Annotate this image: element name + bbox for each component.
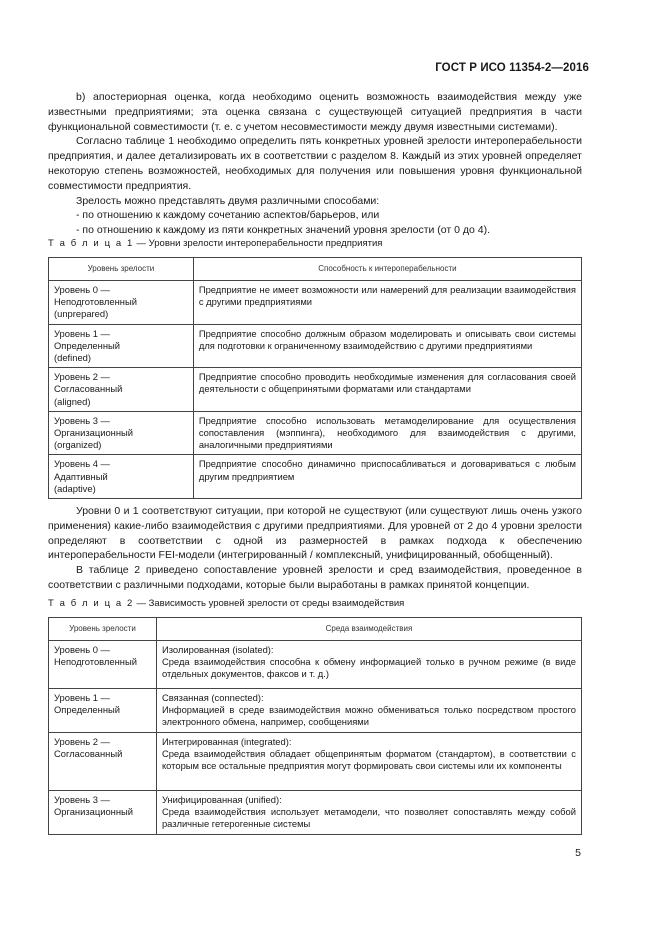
table1-header-capability: Способность к интероперабельности [193,258,581,281]
paragraph: В таблице 2 приведено сопоставление уровней зрелости и сред взаимодействия, проведенное в соответствии с различными подходами, которые были выработаны в рамках принятой концепции. [48,564,582,591]
table1 [48,257,582,499]
paragraph: Уровни 0 и 1 соответствуют ситуации, при которой не существуют (или существуют лишь очень узкого применения) какие-либо взаимодействия с другими предприятиями. Для уровней от 2 до 4 уровни зрелости определяют в соответствии с одной из размерностей в рамках подхода к обеспечению интероперабельности FEI-модели (интегрированный / комплексный, унифицированный, обобщенный). [48,505,582,562]
table-row [49,733,582,791]
list-item: - по отношению к каждому сочетанию аспектов/барьеров, или [76,209,380,222]
document-header: ГОСТ Р ИСО 11354-2—2016 [435,62,589,74]
description-cell: Предприятие способно проводить необходимые изменения для согласования своей деятельности с общепринятыми форматами или стандартами [193,368,581,412]
level-cell: Уровень 1 — Определенный (defined) [49,324,194,368]
page-number: 5 [575,847,581,859]
table2-title: — Зависимость уровней зрелости от среды взаимодействия [133,598,405,609]
table2-header-level: Уровень зрелости [49,618,157,641]
description-cell: Интегрированная (integrated): Среда взаимодействия обладает общепринятым форматом (стандартом), в соответствии с которым все остальные предприятия могут формировать свои системы или их компоненты [156,733,581,791]
table-row [49,324,582,368]
table2-caption [48,598,404,609]
description-cell: Предприятие способно использовать метамоделирование для осуществления сопоставления (мэппинга), необходимого для взаимодействия с другими, аналогичными предприятиями [193,411,581,455]
table-row [49,791,582,835]
description-cell: Изолированная (isolated): Среда взаимодействия способна к обмену информацией только в ручном режиме (в виде отдельных документов, факсов и т. д.) [156,641,581,689]
paragraph: b) апостериорная оценка, когда необходимо оценить возможность взаимодействия между уже известными предприятиями; эта оценка связана с существующей ситуацией предприятия в части функциональной совместимости (т. е. с учетом несовместимости между двумя известными системами). [48,91,582,133]
description-cell: Унифицированная (unified): Среда взаимодействия использует метамодели, что позволяет сопоставлять между собой различные гетерогенные системы [156,791,581,835]
table-row [49,641,582,689]
description-cell: Предприятие способно должным образом моделировать и описывать свои системы для подготовки к ограниченному взаимодействию с другими предприятиями [193,324,581,368]
table2-label: Т а б л и ц а 2 [48,598,134,609]
level-cell: Уровень 0 — Неподготовленный [49,641,157,689]
table-row [49,411,582,455]
paragraph: Зрелость можно представлять двумя различными способами: [76,194,380,207]
middle-text [48,504,582,593]
table-row [49,455,582,499]
table-row [49,689,582,733]
level-cell: Уровень 1 — Определенный [49,689,157,733]
table-row [49,368,582,412]
table1-header-level: Уровень зрелости [49,258,194,281]
table1-caption [48,238,382,249]
table1-label: Т а б л и ц а 1 [48,238,134,249]
table-row [49,281,582,325]
table1-title: — Уровни зрелости интероперабельности предприятия [133,238,383,249]
table2 [48,617,582,835]
description-cell: Предприятие не имеет возможности или намерений для реализации взаимодействия с другими предприятиями [193,281,581,325]
list-item: - по отношению к каждому из пяти конкретных значений уровня зрелости (от 0 до 4). [76,224,491,237]
table2-header-environment: Среда взаимодействия [156,618,581,641]
description-cell: Связанная (connected): Информацией в среде взаимодействия можно обмениваться только посредством простого электронного обмена, например, сообщениями [156,689,581,733]
level-cell: Уровень 0 — Неподготовленный (unprepared) [49,281,194,325]
level-cell: Уровень 3 — Организационный (organized) [49,411,194,455]
paragraph: Согласно таблице 1 необходимо определить пять конкретных уровней зрелости интероперабельности предприятия, и далее детализировать их в соответствии с разделом 8. Каждый из этих уровней определяет некоторую степень возможностей, необходимых для получения или повышения уровня функциональной совместимости предприятия. [48,135,582,192]
level-cell: Уровень 3 — Организационный [49,791,157,835]
intro-text [48,90,582,238]
level-cell: Уровень 2 — Согласованный (aligned) [49,368,194,412]
level-cell: Уровень 2 — Согласованный [49,733,157,791]
description-cell: Предприятие способно динамично приспосабливаться и договариваться с любым другим предприятием [193,455,581,499]
level-cell: Уровень 4 — Адаптивный (adaptive) [49,455,194,499]
